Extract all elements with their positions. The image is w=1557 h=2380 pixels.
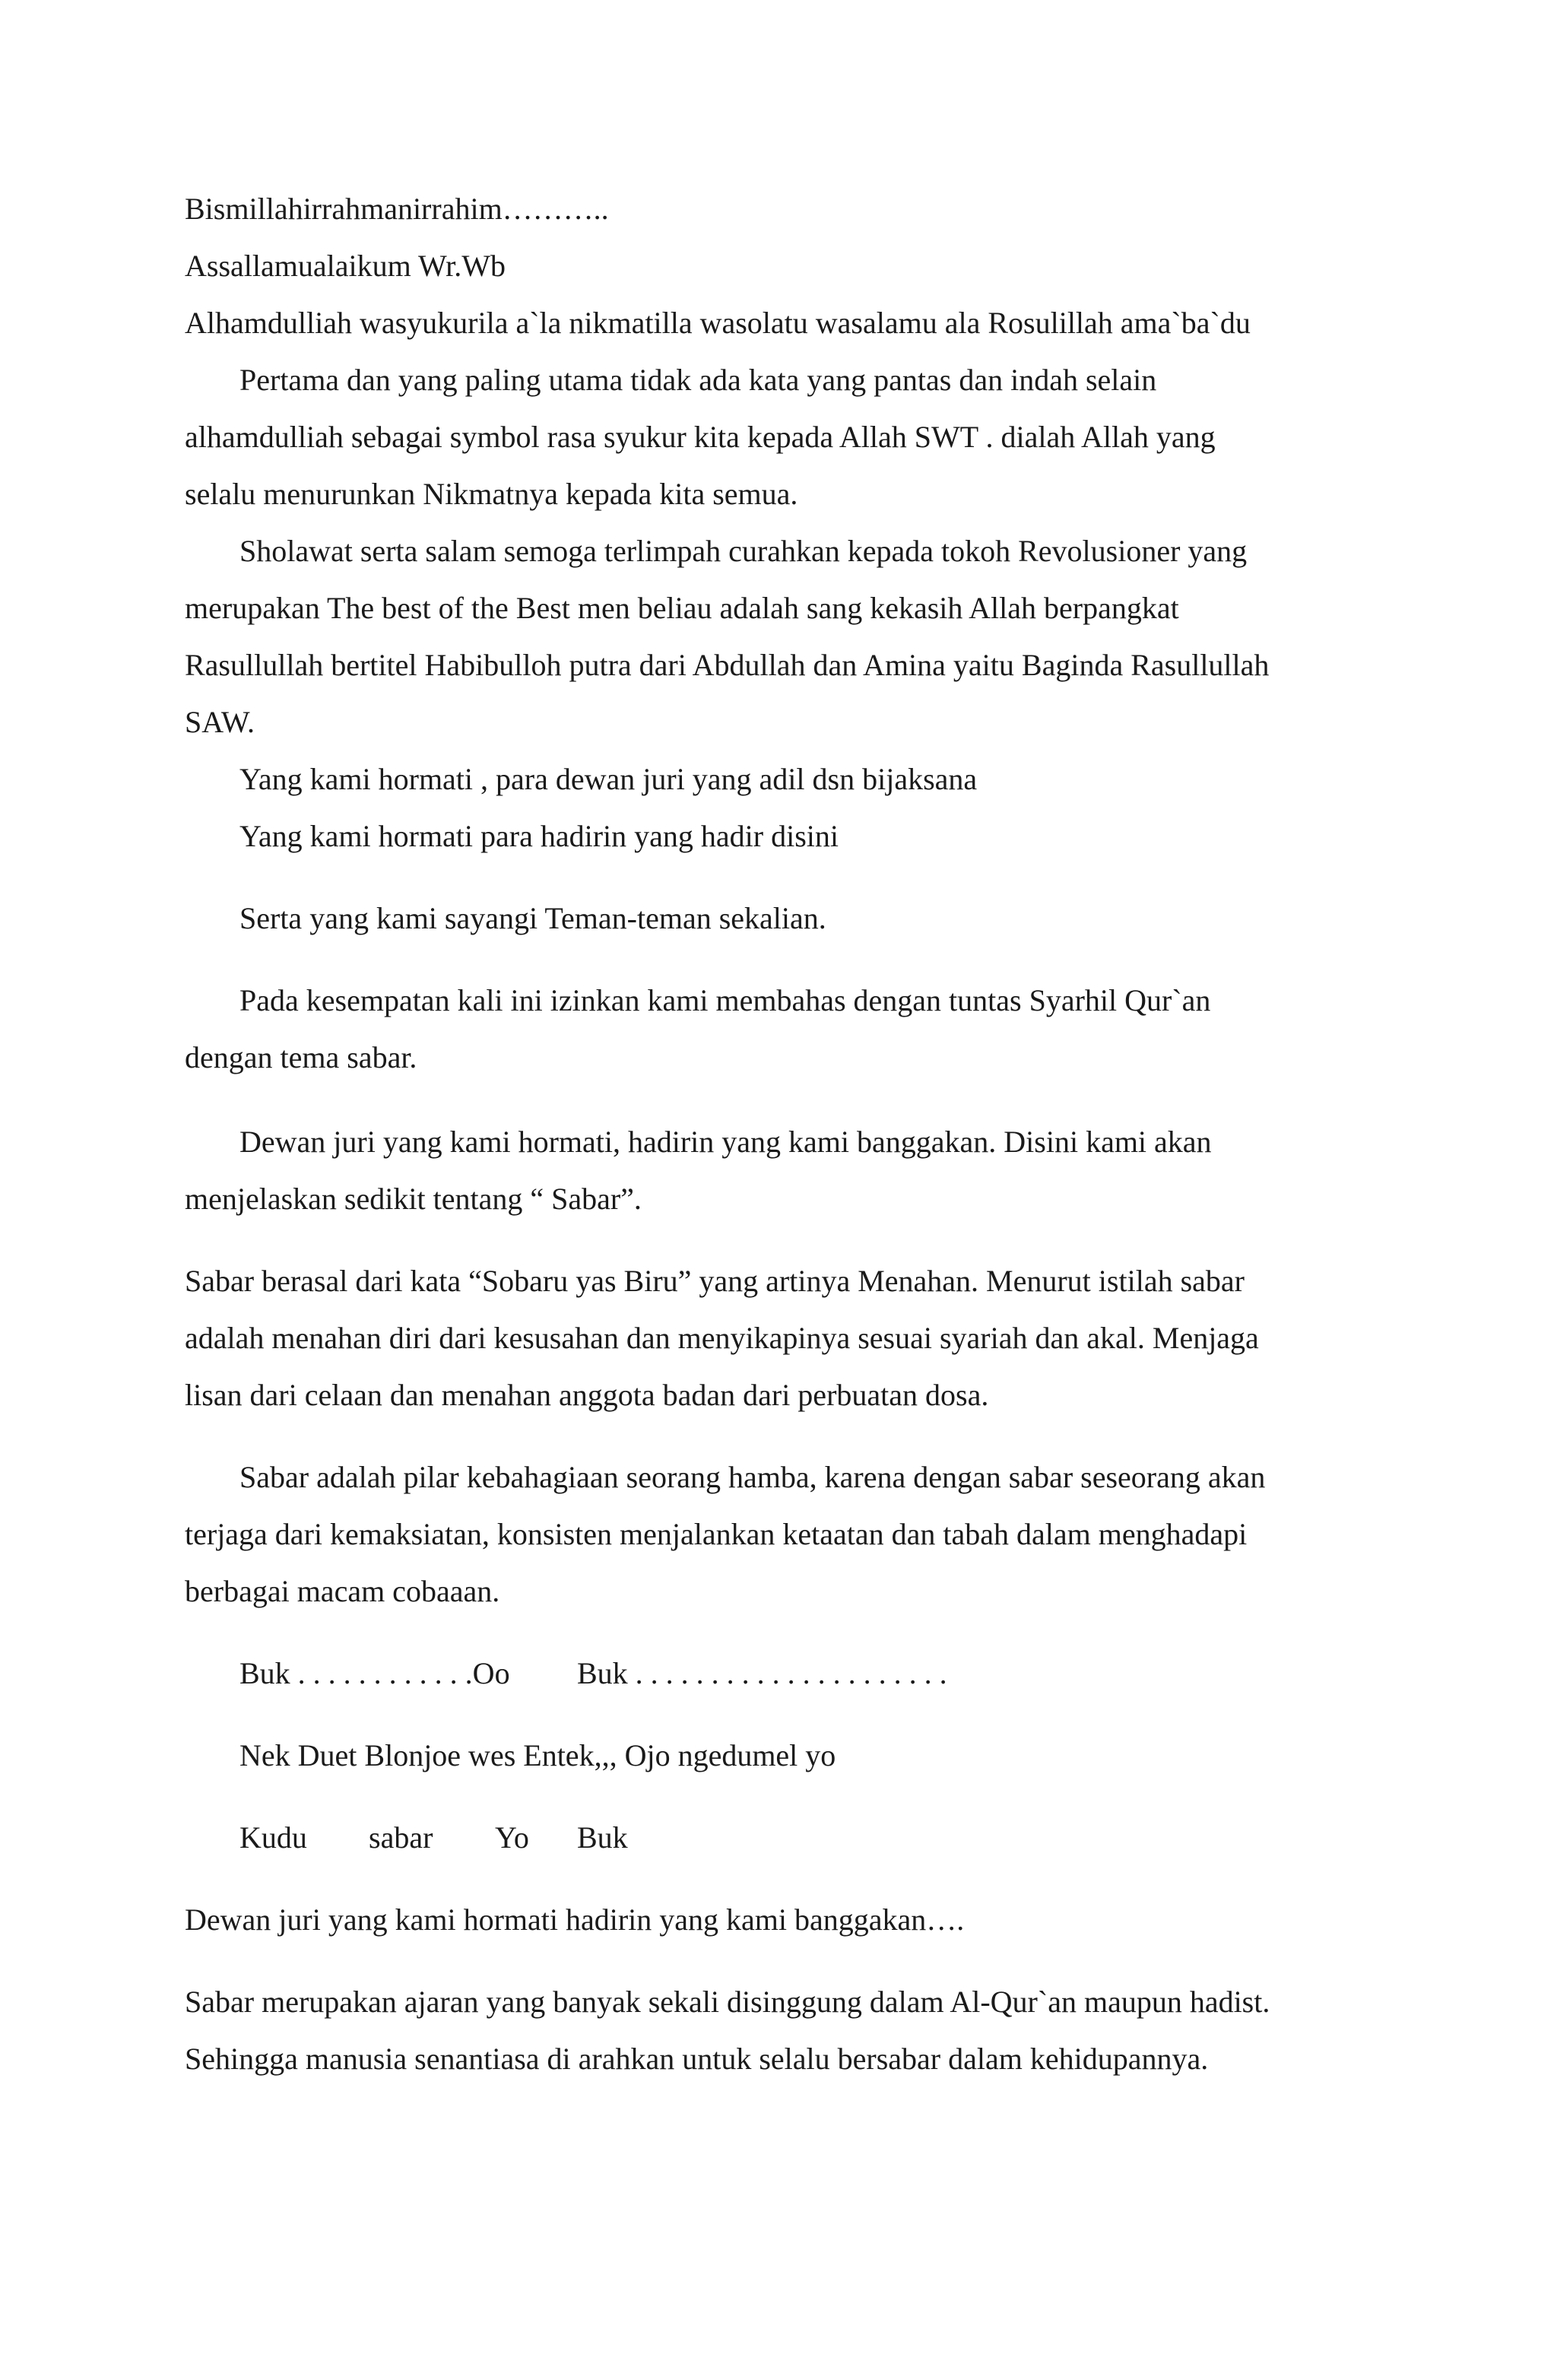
paragraph-line: Sabar merupakan ajaran yang banyak sekali disinggung dalam Al-Qur`an maupun hadist. — [185, 1985, 1270, 2019]
paragraph-line: merupakan The best of the Best men beliau adalah sang kekasih Allah berpangkat — [185, 591, 1179, 625]
paragraph-line: Pertama dan yang paling utama tidak ada kata yang pantas dan indah selain — [239, 363, 1157, 397]
paragraph-line: Dewan juri yang kami hormati, hadirin yang kami banggakan. Disini kami akan — [239, 1125, 1212, 1159]
paragraph-line: Pada kesempatan kali ini izinkan kami membahas dengan tuntas Syarhil Qur`an — [239, 983, 1211, 1017]
document-body — [185, 180, 1401, 2087]
paragraph-line: alhamdulliah sebagai symbol rasa syukur kita kepada Allah SWT . dialah Allah yang — [185, 420, 1216, 454]
paragraph-line: Dewan juri yang kami hormati hadirin yang kami banggakan…. — [185, 1902, 965, 1937]
poem-segment: Buk . . . . . . . . . . . . . . . . . . . . . — [577, 1656, 947, 1690]
poem-line: Nek Duet Blonjoe wes Entek,,, Ojo ngedumel yo — [239, 1738, 836, 1772]
paragraph-line: menjelaskan sedikit tentang “ Sabar”. — [185, 1182, 642, 1216]
paragraph-line: dengan tema sabar. — [185, 1040, 417, 1074]
salutation-line: Yang kami hormati para hadirin yang hadir disini — [239, 819, 839, 853]
paragraph-line: SAW. — [185, 705, 255, 739]
poem-line — [185, 1809, 1401, 1866]
greeting-line: Assallamualaikum Wr.Wb — [185, 249, 506, 283]
paragraph-line: berbagai macam cobaaan. — [185, 1574, 500, 1608]
salutation-line: Serta yang kami sayangi Teman-teman sekalian. — [239, 901, 826, 935]
poem-segment: Buk — [577, 1820, 628, 1855]
poem-segment: sabar — [369, 1820, 433, 1855]
poem-segment: Buk . . . . . . . . . . . .Oo — [239, 1656, 510, 1690]
paragraph-line: adalah menahan diri dari kesusahan dan menyikapinya sesuai syariah dan akal. Menjaga — [185, 1321, 1259, 1355]
paragraph-line: selalu menurunkan Nikmatnya kepada kita semua. — [185, 477, 798, 511]
paragraph-line: Rasullullah bertitel Habibulloh putra dari Abdullah dan Amina yaitu Baginda Rasullullah — [185, 648, 1270, 682]
paragraph-line: Sabar berasal dari kata “Sobaru yas Biru” yang artinya Menahan. Menurut istilah sabar — [185, 1264, 1245, 1298]
paragraph-line: Sehingga manusia senantiasa di arahkan untuk selalu bersabar dalam kehidupannya. — [185, 2042, 1209, 2076]
paragraph-line: terjaga dari kemaksiatan, konsisten menjalankan ketaatan dan tabah dalam menghadapi — [185, 1517, 1248, 1551]
poem-line — [185, 1645, 1401, 1702]
salutation-line: Yang kami hormati , para dewan juri yang adil dsn bijaksana — [239, 762, 978, 796]
paragraph-line: lisan dari celaan dan menahan anggota badan dari perbuatan dosa. — [185, 1378, 989, 1412]
paragraph-line: Sholawat serta salam semoga terlimpah curahkan kepada tokoh Revolusioner yang — [239, 534, 1248, 568]
poem-segment: Yo — [495, 1820, 529, 1855]
opening-praise-line: Alhamdulliah wasyukurila a`la nikmatilla wasolatu wasalamu ala Rosulillah ama`ba`du — [185, 306, 1251, 340]
paragraph-line: Sabar adalah pilar kebahagiaan seorang hamba, karena dengan sabar seseorang akan — [239, 1460, 1266, 1494]
poem-segment: Kudu — [239, 1820, 307, 1855]
basmalah-line: Bismillahirrahmanirrahim……….. — [185, 192, 609, 226]
